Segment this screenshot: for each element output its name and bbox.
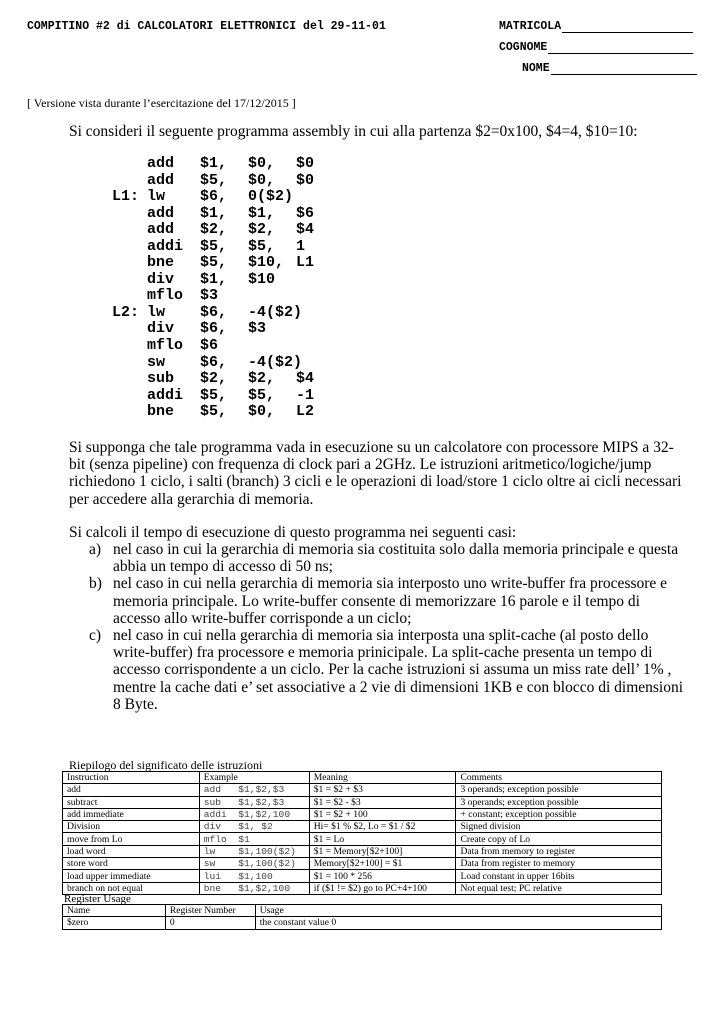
- column-header: Comments: [456, 772, 662, 784]
- code-operand: $10,: [248, 254, 285, 272]
- table-cell: $1 = $2 - $3: [309, 796, 456, 808]
- table-cell: subtract: [63, 796, 200, 808]
- code-operand: $5,: [200, 403, 228, 421]
- nome-field[interactable]: [522, 62, 697, 75]
- code-line: [112, 239, 314, 256]
- table-cell: bne $1,$2,100: [199, 882, 309, 894]
- cognome-field[interactable]: [499, 41, 693, 54]
- table-cell: $1 = $2 + $3: [309, 784, 456, 796]
- table-row: [63, 858, 662, 870]
- code-line: [112, 272, 314, 289]
- code-label: [112, 371, 147, 388]
- paragraph-question: Si calcoli il tempo di esecuzione di questo programma nei seguenti casi:: [69, 524, 517, 541]
- cognome-label: COGNOME: [499, 41, 548, 54]
- table-cell: if ($1 != $2) go to PC+4+100: [309, 882, 456, 894]
- code-label: L1:: [112, 188, 140, 206]
- list-text: nel caso in cui nella gerarchia di memoria sia interposta una split-cache (al posto dello write-buffer) fra processore e memoria prinicipale. La split-cache presenta un tempo di accesso corrispondente a un ciclo. Per la cache istruzioni si assuma un miss rate dell’ 1% , mentre la cache dati e’ set associative a 2 vie di dimensioni 1KB e con blocco di dimensioni 8 Byte.: [113, 627, 684, 713]
- code-operand: $1,: [200, 270, 228, 288]
- code-label: [112, 239, 147, 256]
- code-opcode: add: [147, 171, 175, 189]
- table-cell: 3 operands; exception possible: [456, 796, 662, 808]
- code-label: [112, 173, 147, 190]
- code-line: [112, 173, 314, 190]
- code-operand: $0,: [248, 171, 276, 189]
- code-operand: $2,: [200, 370, 228, 388]
- table-header-row: [63, 905, 662, 917]
- code-operand: $1,: [200, 155, 228, 172]
- code-operand: -4($2): [248, 353, 303, 371]
- list-item: [69, 575, 689, 627]
- table-header-row: [63, 772, 662, 784]
- register-caption: Register Usage: [64, 893, 131, 905]
- table-cell: store word: [63, 858, 200, 870]
- code-opcode: div: [147, 320, 175, 338]
- table-cell: sw $1,100($2): [199, 858, 309, 870]
- code-operand: -1: [296, 386, 315, 404]
- code-label: [112, 404, 147, 421]
- code-label: [112, 206, 147, 223]
- table-cell: sub $1,$2,$3: [199, 796, 309, 808]
- table-row: [63, 845, 662, 857]
- code-operand: $6,: [200, 188, 228, 206]
- assembly-program: [112, 156, 314, 421]
- code-operand: $1,: [200, 204, 228, 222]
- table-cell: load upper immediate: [63, 870, 200, 882]
- table-cell: $1 = Memory[$2+100]: [309, 845, 456, 857]
- code-label: [112, 355, 147, 372]
- code-opcode: add: [147, 221, 175, 239]
- code-operand: L2: [296, 403, 315, 421]
- code-operand: [248, 338, 296, 355]
- code-operand: $5,: [248, 386, 276, 404]
- matricola-field[interactable]: [499, 20, 693, 33]
- code-operand: 1: [296, 237, 306, 255]
- table-cell: add: [63, 784, 200, 796]
- column-header: Name: [63, 905, 166, 917]
- code-operand: 0($2): [248, 188, 294, 206]
- code-operand: -4($2): [248, 303, 303, 321]
- code-operand: $3: [248, 320, 267, 338]
- table-row: [63, 870, 662, 882]
- list-marker: b): [89, 575, 102, 593]
- code-operand: $3: [200, 287, 219, 305]
- code-operand: $5,: [200, 254, 228, 272]
- column-header: Instruction: [63, 772, 200, 784]
- code-label: [112, 288, 147, 305]
- code-opcode: sw: [147, 353, 166, 371]
- table-cell: Memory[$2+100] = $1: [309, 858, 456, 870]
- code-line: [112, 255, 314, 272]
- instruction-summary-table: [62, 771, 662, 895]
- code-operand: $0,: [248, 155, 276, 172]
- code-opcode: bne: [147, 403, 175, 421]
- table-row: [63, 917, 662, 929]
- code-line: [112, 404, 314, 421]
- nome-line: [551, 62, 697, 75]
- code-line: [112, 305, 314, 322]
- table-cell: Division: [63, 821, 200, 833]
- code-operand: $5,: [200, 386, 228, 404]
- code-line: [112, 156, 314, 173]
- code-opcode: add: [147, 204, 175, 222]
- code-operand: L1: [296, 254, 315, 272]
- table-row: [63, 821, 662, 833]
- code-label: [112, 338, 147, 355]
- table-cell: add $1,$2,$3: [199, 784, 309, 796]
- table-cell: move from Lo: [63, 833, 200, 845]
- table-cell: $1 = 100 * 256: [309, 870, 456, 882]
- code-operand: $6,: [200, 353, 228, 371]
- table-cell: div $1, $2: [199, 821, 309, 833]
- code-operand: $6: [296, 204, 315, 222]
- code-opcode: mflo: [147, 287, 184, 305]
- code-opcode: addi: [147, 237, 184, 255]
- nome-label: NOME: [522, 62, 550, 75]
- column-header: Meaning: [309, 772, 456, 784]
- code-label: [112, 321, 147, 338]
- code-label: [112, 255, 147, 272]
- cognome-line: [548, 41, 693, 54]
- code-operand: $0: [296, 171, 315, 189]
- code-label: [112, 272, 147, 289]
- intro-text: Si consideri il seguente programma assembly in cui alla partenza $2=0x100, $4=4, $10=10:: [69, 123, 638, 140]
- list-marker: a): [89, 541, 102, 558]
- table-cell: lw $1,100($2): [199, 845, 309, 857]
- code-line: [112, 338, 314, 355]
- table-cell: the constant value 0: [255, 917, 661, 929]
- code-operand: $2,: [248, 370, 276, 388]
- cases-list: [69, 541, 689, 713]
- list-item: [69, 627, 689, 713]
- table-cell: Load constant in upper 16bits: [456, 870, 662, 882]
- table-row: [63, 784, 662, 796]
- table-cell: load word: [63, 845, 200, 857]
- code-label: L2:: [112, 303, 140, 321]
- table-row: [63, 833, 662, 845]
- code-line: [112, 388, 314, 405]
- version-note: [ Versione vista durante l’esercitazione del 17/12/2015 ]: [27, 96, 296, 110]
- code-line: [112, 371, 314, 388]
- table-cell: lui $1,100: [199, 870, 309, 882]
- code-operand: $1,: [248, 204, 276, 222]
- code-operand: $0: [296, 155, 315, 172]
- code-line: [112, 222, 314, 239]
- code-opcode: lw: [147, 303, 166, 321]
- matricola-line: [562, 20, 693, 33]
- code-opcode: div: [147, 270, 175, 288]
- paragraph-description: Si supponga che tale programma vada in esecuzione su un calcolatore con processore MIPS a 32-bit (senza pipeline) con frequenza di clock pari a 2GHz. Le istruzioni aritmetico/logiche/jump richiedono 1 ciclo, i salti (branch) 3 cicli e le operazioni di load/store 1 ciclo oltre ai cicli necessari per accedere alla gerarchia di memoria.: [69, 439, 682, 508]
- register-usage-table: [62, 904, 662, 930]
- table-cell: Data from register to memory: [456, 858, 662, 870]
- table-cell: branch on not equal: [63, 882, 200, 894]
- code-operand: $10: [248, 270, 276, 288]
- code-operand: $5,: [248, 237, 276, 255]
- code-opcode: bne: [147, 254, 175, 272]
- table-row: [63, 882, 662, 894]
- summary-caption: Riepilogo del significato delle istruzioni: [69, 758, 263, 772]
- code-label: [112, 388, 147, 405]
- table-cell: Data from memory to register: [456, 845, 662, 857]
- table-cell: $zero: [63, 917, 166, 929]
- table-cell: Hi= $1 % $2, Lo = $1 / $2: [309, 821, 456, 833]
- table-cell: 0: [165, 917, 255, 929]
- table-cell: Not equal test; PC relative: [456, 882, 662, 894]
- code-opcode: sub: [147, 370, 175, 388]
- code-operand: $6,: [200, 320, 228, 338]
- exam-title: COMPITINO #2 di CALCOLATORI ELETTRONICI del 29-11-01: [27, 20, 386, 33]
- code-line: [112, 321, 314, 338]
- code-line: [112, 206, 314, 223]
- code-line: [112, 355, 314, 372]
- column-header: Register Number: [165, 905, 255, 917]
- code-operand: $0,: [248, 403, 276, 421]
- code-line: [112, 189, 314, 206]
- code-operand: $2,: [200, 221, 228, 239]
- list-marker: c): [89, 627, 102, 645]
- code-label: [112, 222, 147, 239]
- list-text: nel caso in cui nella gerarchia di memoria sia interposto uno write-buffer fra processore e memoria principale. Lo write-buffer consente di memorizzare 16 parole e il tempo di accesso allo write-buffer corrisponde a un ciclo;: [113, 575, 668, 627]
- column-header: Example: [199, 772, 309, 784]
- table-cell: $1 = $2 + 100: [309, 808, 456, 820]
- code-operand: $4: [296, 370, 315, 388]
- code-opcode: addi: [147, 386, 184, 404]
- matricola-label: MATRICOLA: [499, 20, 562, 33]
- code-operand: [248, 288, 296, 305]
- table-cell: $1 = Lo: [309, 833, 456, 845]
- list-text: nel caso in cui la gerarchia di memoria sia costituita solo dalla memoria principale e questa abbia un tempo di accesso di 50 ns;: [113, 541, 679, 576]
- table-cell: 3 operands; exception possible: [456, 784, 662, 796]
- code-opcode: lw: [147, 188, 166, 206]
- code-line: [112, 288, 314, 305]
- code-operand: $6,: [200, 303, 228, 321]
- code-opcode: add: [147, 155, 175, 172]
- code-operand: $4: [296, 221, 315, 239]
- list-item: [69, 541, 689, 575]
- code-label: [112, 156, 147, 173]
- table-cell: addi $1,$2,100: [199, 808, 309, 820]
- code-opcode: mflo: [147, 337, 184, 355]
- table-cell: mflo $1: [199, 833, 309, 845]
- table-cell: Signed division: [456, 821, 662, 833]
- code-operand: $2,: [248, 221, 276, 239]
- code-operand: $5,: [200, 171, 228, 189]
- table-cell: Create copy of Lo: [456, 833, 662, 845]
- code-operand: $5,: [200, 237, 228, 255]
- table-row: [63, 796, 662, 808]
- code-operand: $6: [200, 337, 219, 355]
- table-row: [63, 808, 662, 820]
- table-cell: + constant; exception possible: [456, 808, 662, 820]
- table-cell: add immediate: [63, 808, 200, 820]
- column-header: Usage: [255, 905, 661, 917]
